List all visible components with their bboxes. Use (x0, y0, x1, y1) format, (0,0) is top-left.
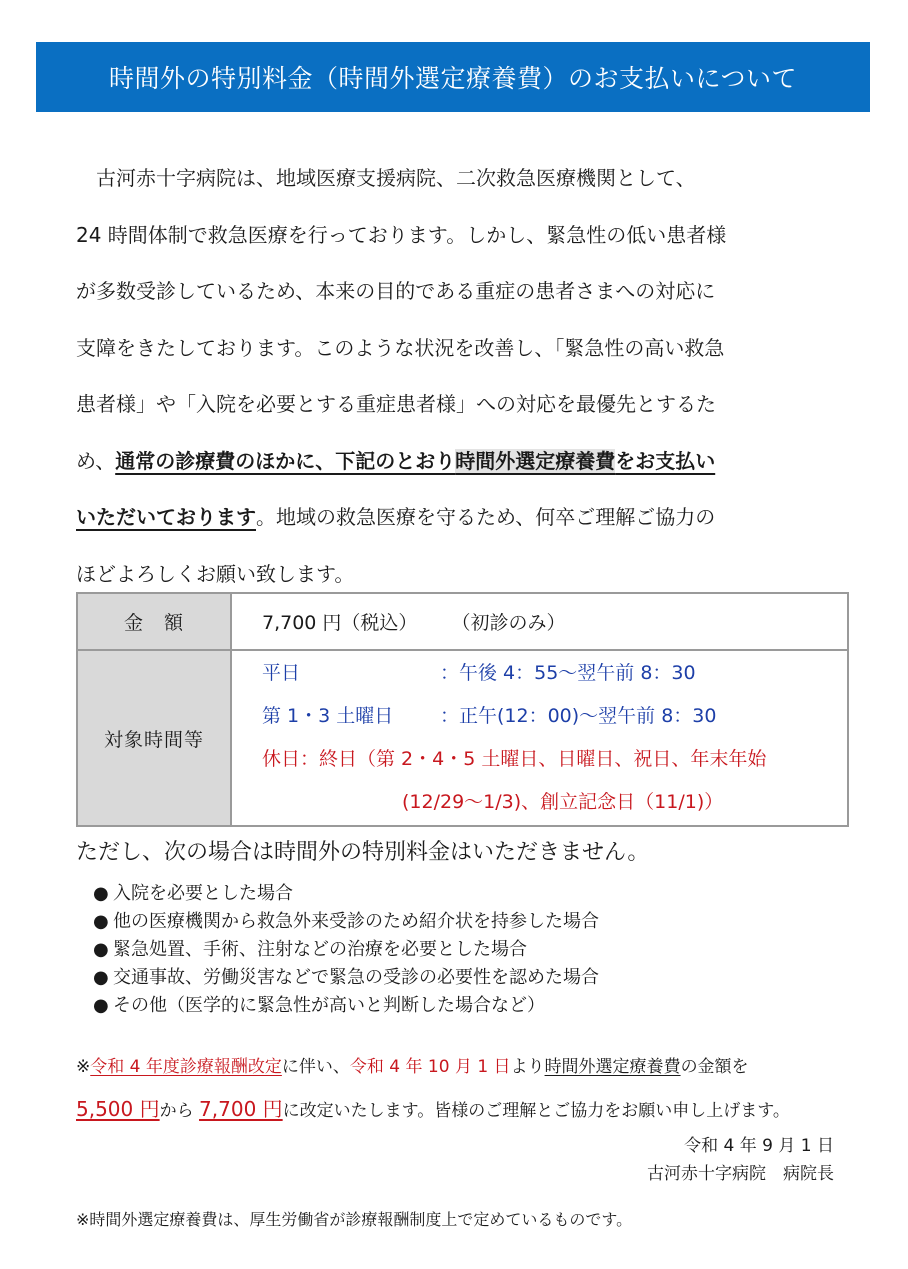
notice-line (76, 1046, 856, 1088)
fee-header: 金 額 (77, 593, 231, 650)
holiday-row: 休日：終日（第 2・4・5 土曜日、日曜日、祝日、年末年始 (262, 748, 767, 770)
time-details (231, 650, 848, 826)
effective-date: 令和 4 年 10 月 1 日 (349, 1057, 511, 1077)
intro-line (76, 433, 836, 490)
exceptions-heading: ただし、次の場合は時間外の特別料金はいただきません。 (76, 840, 650, 865)
list-item (93, 880, 599, 908)
intro-text: め、 (76, 448, 116, 473)
fee-note: （初診のみ） (451, 612, 566, 634)
intro-line: が多数受診しているため、本来の目的である重症の患者さまへの対応に (76, 279, 716, 303)
list-item-text: 他の医療機関から救急外来受診のため紹介状を持参した場合 (113, 911, 599, 932)
bullet-icon: ● (93, 939, 109, 960)
fee-amount: 7,700 円（税込） (262, 612, 418, 634)
bullet-icon: ● (93, 995, 109, 1016)
revision-notice (76, 1046, 856, 1130)
saturday-label: 第 1・3 土曜日 (262, 705, 394, 727)
list-item-text: その他（医学的に緊急性が高いと判断した場合など） (113, 995, 545, 1016)
time-header: 対象時間等 (77, 650, 231, 826)
list-item (93, 908, 599, 936)
list-item (93, 936, 599, 964)
holiday-row-cont: (12/29～1/3)、創立記念日（11/1)） (402, 791, 724, 813)
emphasis-text: いただいております (76, 505, 256, 529)
intro-line (76, 489, 836, 546)
notice-text: より (510, 1057, 545, 1077)
notice-line (76, 1088, 856, 1130)
notice-mark: ※ (76, 1057, 91, 1077)
notice-text: の金額を (680, 1057, 749, 1077)
weekday-row (262, 652, 847, 695)
signature-author: 古河赤十字病院 病院長 (647, 1164, 834, 1184)
fee-row (77, 593, 848, 650)
saturday-time: ：正午(12：00)～翌午前 8：30 (440, 705, 717, 727)
list-item-text: 緊急処置、手術、注射などの治療を必要とした場合 (113, 939, 527, 960)
bullet-icon: ● (93, 911, 109, 932)
intro-text: 。地域の救急医療を守るため、何卒ご理解ご協力の (256, 505, 716, 529)
intro-line: 古河赤十字病院は、地域医療支援病院、二次救急医療機関として、 (96, 166, 696, 190)
footnote: ※時間外選定療養費は、厚生労働省が診療報酬制度上で定めているものです。 (76, 1210, 633, 1229)
exceptions-list (93, 880, 599, 1020)
list-item (93, 964, 599, 992)
fee-value (231, 593, 848, 650)
revision-name: 令和 4 年度診療報酬改定 (90, 1057, 282, 1077)
intro-line: 患者様」や「入院を必要とする重症患者様」への対応を最優先とするた (76, 392, 716, 416)
highlighted-fee-name: 時間外選定療養費 (455, 448, 616, 473)
list-item-text: 交通事故、労働災害などで緊急の受診の必要性を認めた場合 (113, 967, 599, 988)
emphasis-part: をお支払い (615, 448, 716, 473)
fee-table (76, 592, 849, 827)
notice-text: に伴い、 (281, 1057, 350, 1077)
bullet-icon: ● (93, 883, 109, 904)
saturday-row (262, 695, 847, 738)
notice-text: から (159, 1101, 200, 1121)
signature-date: 令和 4 年 9 月 1 日 (684, 1136, 834, 1156)
list-item (93, 992, 599, 1020)
old-amount: 5,500 円 (76, 1097, 160, 1121)
bullet-icon: ● (93, 967, 109, 988)
page-title: 時間外の特別料金（時間外選定療養費）のお支払いについて (36, 42, 870, 112)
intro-line: ほどよろしくお願い致します。 (76, 561, 355, 586)
new-amount: 7,700 円 (199, 1097, 283, 1121)
fee-name: 時間外選定療養費 (544, 1057, 681, 1077)
time-row (77, 650, 848, 826)
intro-line: 24 時間体制で救急医療を行っております。しかし、緊急性の低い患者様 (76, 222, 727, 247)
emphasis-text (115, 449, 715, 473)
weekday-label: 平日 (262, 662, 301, 684)
notice-text: に改定いたします。皆様のご理解とご協力をお願い申し上げます。 (282, 1101, 790, 1121)
list-item-text: 入院を必要とした場合 (113, 883, 293, 904)
weekday-time: ：午後 4：55～翌午前 8：30 (440, 662, 696, 684)
signature-block (647, 1132, 834, 1188)
intro-line: 支障をきたしております。このような状況を改善し、「緊急性の高い救急 (76, 335, 725, 360)
emphasis-part: 通常の診療費のほかに、下記のとおり (115, 448, 456, 473)
intro-paragraph (76, 150, 836, 602)
